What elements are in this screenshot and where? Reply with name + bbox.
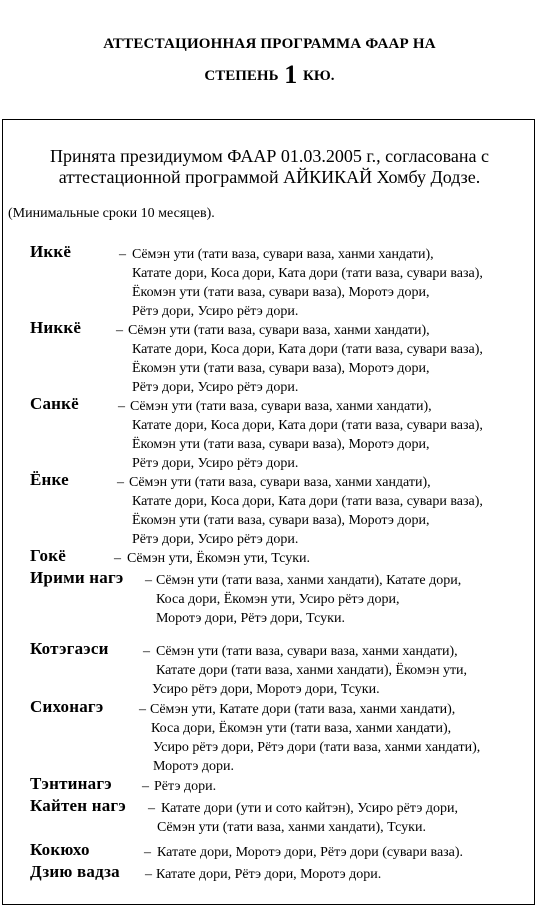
attack-line: Катате дори (ути и сото кайтэн), Усиро рётэ дори, — [161, 801, 458, 816]
intro-line-2: аттестационной программой АЙКИКАЙ Хомбу Додзе. — [58, 167, 481, 187]
minimal-period-note: (Минимальные сроки 10 месяцев). — [8, 206, 215, 221]
dash-separator: – — [116, 323, 123, 338]
dash-separator: – — [145, 573, 152, 588]
dash-separator: – — [117, 475, 124, 490]
technique-name: Никкё — [30, 318, 82, 337]
technique-name: Тэнтинагэ — [30, 774, 112, 793]
attack-line: Катате дори, Коса дори, Ката дори (тати ваза, сувари ваза), — [132, 418, 483, 433]
title-degree-word: СТЕПЕНЬ — [204, 68, 279, 84]
title-kyu-word: КЮ. — [303, 68, 335, 84]
attack-line: Катате дори, Коса дори, Ката дори (тати ваза, сувари ваза), — [132, 266, 483, 281]
attack-line: Сёмэн ути (тати ваза, сувари ваза, ханми хандати), — [128, 323, 430, 338]
dash-separator: – — [139, 702, 146, 717]
technique-attacks — [154, 777, 216, 796]
technique-name: Кокюхо — [30, 840, 90, 859]
attack-line: Сёмэн ути, Ёкомэн ути, Тсуки. — [127, 551, 311, 566]
dash-separator: – — [114, 551, 121, 566]
technique-attacks — [157, 843, 463, 862]
attack-line: Рётэ дори, Усиро рётэ дори. — [132, 380, 299, 395]
attack-line: Сёмэн ути (тати ваза, сувари ваза, ханми хандати), — [130, 399, 432, 414]
dash-separator: – — [119, 247, 126, 262]
attack-line: Сёмэн ути (тати ваза, ханми хандати), Катате дори, — [156, 573, 462, 588]
attack-line: Катате дори (тати ваза, ханми хандати), Ёкомэн ути, — [156, 663, 468, 678]
attack-line: Моротэ дори, Рётэ дори, Тсуки. — [156, 611, 345, 626]
attack-line: Катате дори, Рётэ дори, Моротэ дори. — [156, 867, 382, 882]
document-title-line-2 — [0, 60, 539, 90]
attack-line: Сёмэн ути (тати ваза, ханми хандати), Тсуки. — [157, 820, 426, 835]
attack-line: Ёкомэн ути (тати ваза, сувари ваза), Моротэ дори, — [132, 285, 430, 300]
document-title-line-1: АТТЕСТАЦИОННАЯ ПРОГРАММА ФААР НА — [103, 36, 436, 52]
attack-line: Катате дори, Коса дори, Ката дори (тати ваза, сувари ваза), — [132, 494, 483, 509]
attack-line: Усиро рётэ дори, Рётэ дори (тати ваза, ханми хандати), — [153, 740, 481, 755]
attack-line: Рётэ дори, Усиро рётэ дори. — [132, 532, 299, 547]
technique-name: Ёнке — [30, 470, 69, 489]
technique-name: Сихонагэ — [30, 697, 104, 716]
attack-line: Сёмэн ути (тати ваза, сувари ваза, ханми хандати), — [132, 247, 434, 262]
intro-line-1: Принята президиумом ФААР 01.03.2005 г., согласована с — [50, 146, 489, 166]
attack-line: Катате дори, Моротэ дори, Рётэ дори (сувари ваза). — [157, 845, 464, 860]
technique-name: Гокё — [30, 546, 66, 565]
dash-separator: – — [142, 779, 149, 794]
attack-line: Рётэ дори, Усиро рётэ дори. — [132, 456, 299, 471]
attack-line: Рётэ дори. — [154, 779, 217, 794]
dash-separator: – — [143, 644, 150, 659]
attack-line: Коса дори, Ёкомэн ути, Усиро рётэ дори, — [156, 592, 400, 607]
technique-attacks — [157, 799, 458, 837]
technique-name: Кайтен нагэ — [30, 796, 126, 815]
technique-name: Дзию вадза — [30, 862, 120, 881]
attack-line: Сёмэн ути, Катате дори (тати ваза, ханми хандати), — [150, 702, 456, 717]
technique-attacks — [130, 397, 483, 473]
attack-line: Моротэ дори. — [153, 759, 235, 774]
technique-attacks — [156, 865, 381, 884]
dash-separator: – — [148, 801, 155, 816]
technique-name: Иккё — [30, 242, 72, 261]
technique-attacks — [127, 549, 310, 568]
technique-attacks — [129, 473, 483, 549]
attack-line: Рётэ дори, Усиро рётэ дори. — [132, 304, 299, 319]
intro-text — [0, 146, 539, 188]
technique-attacks — [150, 700, 480, 776]
attack-line: Ёкомэн ути (тати ваза, сувари ваза), Моротэ дори, — [132, 513, 430, 528]
technique-attacks — [156, 571, 461, 628]
dash-separator: – — [118, 399, 125, 414]
attack-line: Сёмэн ути (тати ваза, сувари ваза, ханми хандати), — [156, 644, 458, 659]
technique-attacks — [128, 321, 483, 397]
dash-separator: – — [144, 845, 151, 860]
title-kyu-number: 1 — [284, 60, 298, 89]
technique-attacks — [132, 245, 483, 321]
technique-name: Котэгаэси — [30, 639, 109, 658]
dash-separator: – — [145, 867, 152, 882]
attack-line: Усиро рётэ дори, Моротэ дори, Тсуки. — [152, 682, 380, 697]
attack-line: Сёмэн ути (тати ваза, сувари ваза, ханми хандати), — [129, 475, 431, 490]
attack-line: Коса дори, Ёкомэн ути (тати ваза, ханми хандати), — [151, 721, 452, 736]
attack-line: Катате дори, Коса дори, Ката дори (тати ваза, сувари ваза), — [132, 342, 483, 357]
technique-name: Ирими нагэ — [30, 568, 124, 587]
attack-line: Ёкомэн ути (тати ваза, сувари ваза), Моротэ дори, — [132, 361, 430, 376]
technique-attacks — [152, 642, 468, 699]
technique-name: Санкё — [30, 394, 79, 413]
attack-line: Ёкомэн ути (тати ваза, сувари ваза), Моротэ дори, — [132, 437, 430, 452]
